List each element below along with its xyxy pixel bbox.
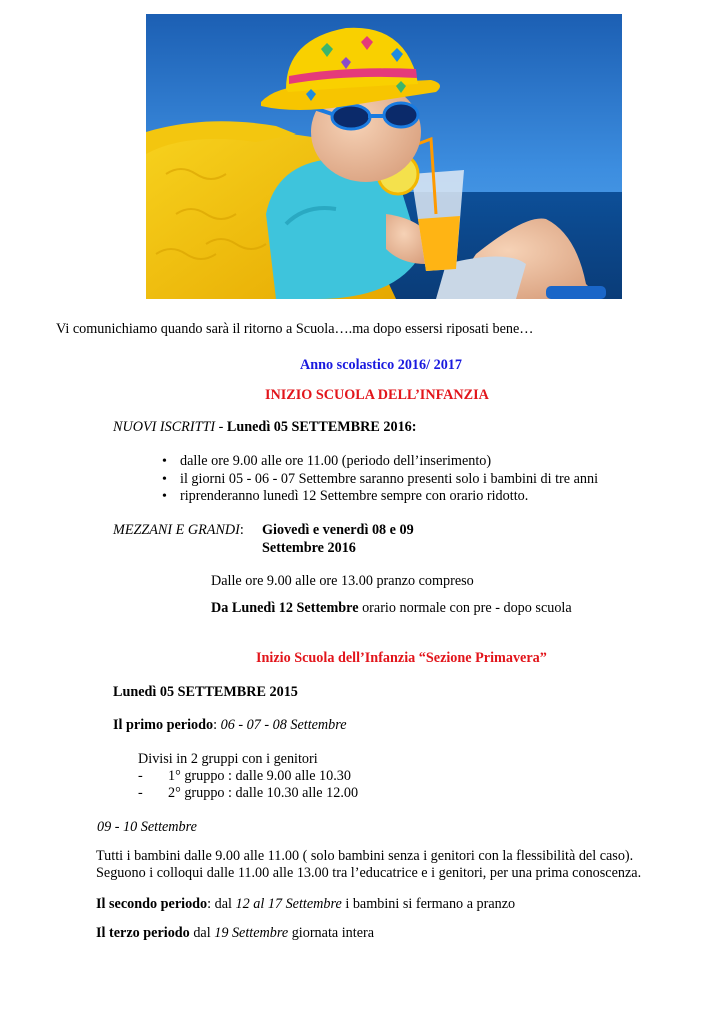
list-item: • dalle ore 9.00 alle ore 11.00 (periodo dell’inserimento) [160, 453, 598, 471]
primo-periodo-label: Il primo periodo [113, 717, 214, 733]
primavera-date: Lunedì 05 SETTEMBRE 2015 [113, 684, 298, 700]
nuovi-iscritti-label: NUOVI ISCRITTI - [113, 419, 224, 435]
secondo-periodo-rest: i bambini si fermano a pranzo [341, 896, 516, 912]
mezzani-label: MEZZANI E GRANDI [113, 522, 240, 538]
header-photo [146, 14, 622, 299]
terzo-periodo-dates: 19 Settembre [214, 925, 289, 941]
terzo-periodo-line [96, 925, 374, 942]
group-1-dash: - [138, 768, 143, 784]
primavera-heading: Inizio Scuola dell’Infanzia “Sezione Primavera” [256, 650, 547, 666]
mezzani-from-rest: orario normale con pre - dopo scuola [358, 600, 572, 616]
mezzani-hours: Dalle ore 9.00 alle ore 13.00 pranzo compreso [211, 573, 474, 589]
infanzia-heading: INIZIO SCUOLA DELL’INFANZIA [265, 387, 489, 403]
groups-intro: Divisi in 2 gruppi con i genitori [138, 751, 318, 767]
group-2-line [138, 785, 358, 802]
group-1-text: 1° gruppo : dalle 9.00 alle 10.30 [168, 768, 351, 784]
paragraph-line-1: Tutti i bambini dalle 9.00 alle 11.00 ( solo bambini senza i genitori con la flessibilità del caso). [96, 848, 634, 864]
mezzani-from-line [211, 600, 572, 617]
mezzani-from-bold: Da Lunedì 12 Settembre [211, 600, 359, 616]
list-item: • riprenderanno lunedì 12 Settembre sempre con orario ridotto. [160, 488, 598, 506]
primo-periodo-line [113, 717, 347, 734]
secondo-periodo-dates: 12 al 17 Settembre [235, 896, 342, 912]
nuovi-iscritti-date: Lunedì 05 SETTEMBRE 2016: [226, 419, 417, 435]
nuovi-iscritti-bullets [160, 453, 598, 506]
nuovi-iscritti-line [113, 419, 417, 436]
mezzani-date-line2: Settembre 2016 [262, 540, 356, 556]
group-2-dash: - [138, 785, 143, 801]
intro-text: Vi comunichiamo quando sarà il ritorno a Scuola….ma dopo essersi riposati bene… [56, 321, 534, 337]
paragraph-line-2: Seguono i colloqui dalle 11.00 alle 13.00 tra l’educatrice e i genitori, per una prima conoscenza. [96, 865, 642, 881]
group-2-text: 2° gruppo : dalle 10.30 alle 12.00 [168, 785, 359, 801]
days-09-10: 09 - 10 Settembre [97, 819, 197, 835]
terzo-periodo-pre: dal [189, 925, 215, 941]
terzo-periodo-rest: giornata intera [288, 925, 375, 941]
group-1-line [138, 768, 351, 785]
primo-periodo-dates: 06 - 07 - 08 Settembre [220, 717, 347, 733]
list-item: • il giorni 05 - 06 - 07 Settembre saranno presenti solo i bambini di tre anni [160, 471, 598, 489]
mezzani-colon: : [239, 522, 244, 538]
school-year-heading: Anno scolastico 2016/ 2017 [300, 357, 462, 373]
terzo-periodo-label: Il terzo periodo [96, 925, 190, 941]
mezzani-label-line [113, 522, 244, 539]
secondo-periodo-line [96, 896, 515, 913]
secondo-periodo-pre: : dal [207, 896, 236, 912]
primo-periodo-colon: : [213, 717, 221, 733]
mezzani-date-line1: Giovedì e venerdì 08 e 09 [262, 522, 414, 538]
secondo-periodo-label: Il secondo periodo [96, 896, 208, 912]
